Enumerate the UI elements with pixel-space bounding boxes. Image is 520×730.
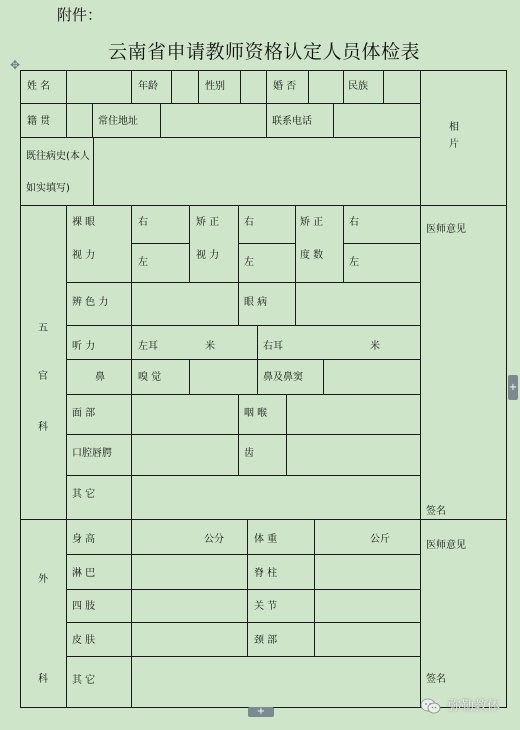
v-r2-e bbox=[333, 103, 334, 137]
watermark-text: 弥勒教体 bbox=[448, 699, 501, 714]
v-vis-b bbox=[189, 205, 190, 282]
history-label-1: 既往病史(本人 bbox=[26, 151, 90, 162]
label-signature-1: 签名 bbox=[426, 506, 446, 517]
label-weight: 体 重 bbox=[254, 534, 278, 545]
attachment-label: 附件： bbox=[57, 6, 103, 24]
v-r1-c bbox=[171, 70, 172, 103]
add-column-button[interactable]: + bbox=[508, 375, 518, 400]
h-surg-2 bbox=[66, 589, 420, 590]
label-joints: 关 节 bbox=[254, 601, 278, 612]
line-section-split bbox=[20, 519, 507, 520]
v-hear-a bbox=[131, 325, 132, 359]
section-five-char-3: 科 bbox=[38, 422, 48, 433]
v-color-a bbox=[131, 282, 132, 325]
v-nose-a bbox=[131, 359, 132, 394]
label-left-1: 左 bbox=[138, 257, 148, 268]
line-r1 bbox=[20, 103, 421, 104]
v-oral-b bbox=[238, 434, 239, 475]
v-section-left bbox=[66, 205, 67, 707]
label-others-2: 其 它 bbox=[72, 675, 96, 686]
label-right-ear: 右耳 bbox=[263, 341, 283, 352]
v-vis-a bbox=[131, 205, 132, 282]
photo-label-2: 片 bbox=[449, 139, 459, 150]
label-signature-2: 签名 bbox=[426, 674, 446, 685]
v-r2-d bbox=[266, 103, 267, 137]
h-surg-4 bbox=[66, 656, 420, 657]
h-vis-bottom bbox=[66, 282, 420, 283]
h-hearing bbox=[66, 359, 420, 360]
v-color-c bbox=[295, 282, 296, 325]
label-phone: 联系电话 bbox=[272, 116, 312, 127]
v-section-right bbox=[420, 205, 421, 707]
v-r2-b bbox=[92, 103, 93, 137]
h-color bbox=[66, 325, 420, 326]
label-right-1: 右 bbox=[138, 217, 148, 228]
label-lymph: 淋 巴 bbox=[72, 568, 96, 579]
h-nose bbox=[66, 394, 420, 395]
border-right bbox=[506, 70, 507, 707]
label-nose-sinus: 鼻及鼻窦 bbox=[263, 372, 303, 383]
v-nose-b bbox=[189, 359, 190, 394]
label-skin: 皮 肤 bbox=[72, 635, 96, 646]
h-surg-1 bbox=[66, 554, 420, 555]
label-throat: 咽 喉 bbox=[244, 408, 268, 419]
h-surg-3 bbox=[66, 622, 420, 623]
label-limbs: 四 肢 bbox=[72, 601, 96, 612]
label-corr-degree-1: 矫 正 bbox=[300, 217, 324, 228]
v-other5-a bbox=[131, 475, 132, 519]
label-teeth: 齿 bbox=[244, 448, 254, 459]
v-oral-a bbox=[131, 434, 132, 475]
border-top bbox=[20, 70, 507, 71]
label-smell: 嗅 觉 bbox=[138, 372, 162, 383]
label-eye-disease: 眼 病 bbox=[244, 297, 268, 308]
v-r1-g bbox=[308, 70, 309, 103]
wechat-icon bbox=[420, 697, 442, 715]
v-r2-c bbox=[160, 103, 161, 137]
v-surg-b bbox=[247, 519, 248, 656]
label-corrected-2: 视 力 bbox=[196, 250, 220, 261]
v-vis-c bbox=[238, 205, 239, 282]
photo-label-1: 相 bbox=[449, 122, 459, 133]
line-r2 bbox=[20, 137, 421, 138]
label-corrected-1: 矫 正 bbox=[196, 217, 220, 228]
history-label-2: 如实填写) bbox=[26, 183, 70, 194]
label-age: 年龄 bbox=[138, 81, 158, 92]
v-face-b bbox=[238, 394, 239, 434]
v-vis-e bbox=[343, 205, 344, 282]
label-naked-eye-1: 裸 眼 bbox=[72, 217, 96, 228]
label-doctor-opinion-1: 医师意见 bbox=[426, 224, 466, 235]
label-native-place: 籍 贯 bbox=[27, 116, 51, 127]
h-vis-3 bbox=[343, 243, 420, 244]
v-r3-a bbox=[93, 137, 94, 205]
label-meter-1: 米 bbox=[205, 341, 215, 352]
v-color-b bbox=[238, 282, 239, 325]
v-nose-c bbox=[257, 359, 258, 394]
section-surgery-char-1: 外 bbox=[38, 574, 48, 585]
h-oral bbox=[66, 475, 420, 476]
label-height: 身 高 bbox=[72, 534, 96, 545]
v-surg-c bbox=[314, 519, 315, 656]
label-others-1: 其 它 bbox=[72, 489, 96, 500]
label-kg: 公斤 bbox=[370, 534, 390, 545]
label-cm: 公分 bbox=[204, 534, 224, 545]
label-meter-2: 米 bbox=[370, 341, 380, 352]
label-neck: 颈 部 bbox=[254, 635, 278, 646]
label-naked-eye-2: 视 力 bbox=[72, 250, 96, 261]
v-surg-a bbox=[131, 519, 132, 707]
label-left-ear: 左耳 bbox=[138, 341, 158, 352]
v-nose-d bbox=[323, 359, 324, 394]
label-left-3: 左 bbox=[349, 257, 359, 268]
photo-divider bbox=[420, 70, 421, 205]
label-right-2: 右 bbox=[244, 217, 254, 228]
label-hearing: 听 力 bbox=[72, 341, 96, 352]
label-doctor-opinion-2: 医师意见 bbox=[426, 540, 466, 551]
label-nose: 鼻 bbox=[95, 372, 105, 383]
v-r2-a bbox=[66, 103, 67, 137]
v-r1-f bbox=[266, 70, 267, 103]
line-r3 bbox=[20, 205, 507, 206]
label-face: 面 部 bbox=[72, 408, 96, 419]
label-ethnicity: 民族 bbox=[348, 81, 368, 92]
section-surgery-char-2: 科 bbox=[38, 674, 48, 685]
v-face-a bbox=[131, 394, 132, 434]
section-five-char-1: 五 bbox=[38, 323, 48, 334]
h-face bbox=[66, 434, 420, 435]
section-five-char-2: 官 bbox=[38, 371, 48, 382]
border-left bbox=[20, 70, 21, 707]
add-row-button[interactable]: + bbox=[248, 707, 274, 717]
v-oral-c bbox=[286, 434, 287, 475]
label-left-2: 左 bbox=[244, 257, 254, 268]
v-r1-d bbox=[198, 70, 199, 103]
v-hear-b bbox=[257, 325, 258, 359]
v-vis-d bbox=[295, 205, 296, 282]
label-gender: 性别 bbox=[205, 81, 225, 92]
label-married: 婚 否 bbox=[273, 81, 297, 92]
table-move-handle-icon[interactable]: ✥ bbox=[9, 58, 21, 72]
label-residence: 常住地址 bbox=[98, 116, 138, 127]
label-corr-degree-2: 度 数 bbox=[300, 250, 324, 261]
h-vis-2 bbox=[238, 243, 295, 244]
label-color-vision: 辨 色 力 bbox=[72, 297, 109, 308]
label-spine: 脊 柱 bbox=[254, 568, 278, 579]
h-vis-1 bbox=[131, 243, 189, 244]
form-title: 云南省申请教师资格认定人员体检表 bbox=[108, 41, 421, 63]
v-r1-a bbox=[66, 70, 67, 103]
label-oral-lips: 口腔唇腭 bbox=[72, 448, 112, 459]
v-face-c bbox=[286, 394, 287, 434]
v-r1-e bbox=[240, 70, 241, 103]
v-r1-h bbox=[343, 70, 344, 103]
v-r1-b bbox=[131, 70, 132, 103]
v-r1-i bbox=[383, 70, 384, 103]
label-right-3: 右 bbox=[349, 217, 359, 228]
label-name: 姓 名 bbox=[27, 81, 51, 92]
